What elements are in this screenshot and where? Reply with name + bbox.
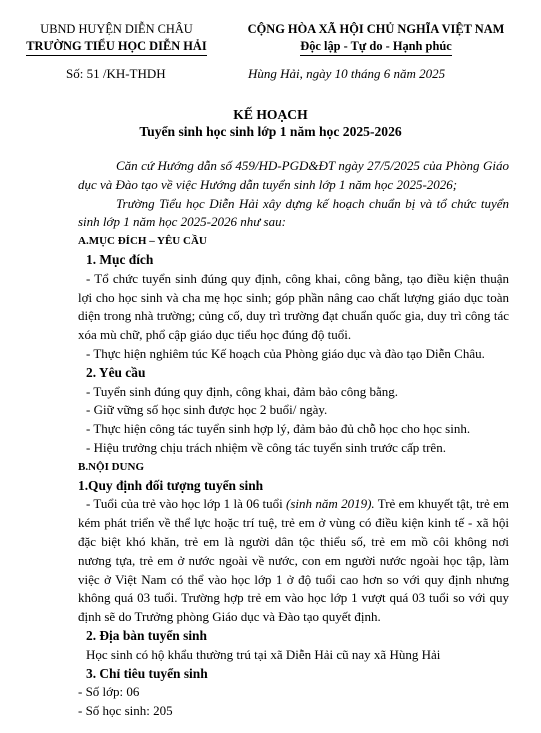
national-motto: Độc lập - Tự do - Hạnh phúc: [300, 39, 451, 56]
basis-paragraph: Căn cứ Hướng dẫn số 459/HD-PGD&ĐT ngày 27/5/2025 của Phòng Giáo dục và Đào tạo về việc Hướng dẫn tuyển sinh lớp 1 năm học 2025-2026;: [78, 158, 509, 192]
eligibility-paragraph: [78, 495, 509, 627]
area-text: Học sinh có hộ khẩu thường trú tại xã Diễn Hải cũ nay xã Hùng Hải: [86, 646, 441, 662]
document-title: KẾ HOẠCH: [233, 107, 308, 122]
eligibility-birth-year: (sinh năm 2019).: [286, 496, 375, 512]
national-heading: [228, 22, 524, 56]
purpose-heading: 1. Mục đích: [86, 251, 154, 267]
eligibility-details: Trẻ em khuyết tật, trẻ em kém phát triển về thể lực hoặc trí tuệ, trẻ em ở vùng có điều kiện kinh tế - xã hội đặc biệt khó khăn, trẻ em là người dân tộc thiểu số, trẻ em mồ côi không nơi nương tựa, trẻ em ở nước ngoài về nước, con em người nước ngoài học tập, làm việc ở Việt Nam có thể vào học lớp 1 ở độ tuổi cao hơn so với quy định nhưng không quá 03 tuổi. Trường hợp trẻ em vào học lớp 1 vượt quá 03 tuổi so với quy định sẽ do Trưởng phòng Giáo dục và Đào tạo quyết định.: [78, 496, 509, 625]
eligibility-heading: 1.Quy định đối tượng tuyển sinh: [78, 477, 264, 493]
place-date: Hùng Hải, ngày 10 tháng 6 năm 2025: [248, 66, 446, 81]
quota-item: - Số học sinh: 205: [78, 703, 173, 719]
quota-item: - Số lớp: 06: [78, 684, 140, 700]
section-a-heading: A.MỤC ĐÍCH – YÊU CẦU: [78, 235, 207, 248]
school-name: TRƯỜNG TIỂU HỌC DIỄN HẢI: [26, 39, 206, 56]
requirements-heading: 2. Yêu cầu: [86, 364, 146, 380]
section-b-heading: B.NỘI DUNG: [78, 460, 145, 473]
eligibility-age: - Tuổi của trẻ vào học lớp 1 là 06 tuổi: [86, 496, 287, 512]
document-body: [78, 157, 509, 721]
requirement-item: - Tuyển sinh đúng quy định, công khai, đảm bảo công bằng.: [86, 383, 398, 399]
area-heading: 2. Địa bàn tuyển sinh: [86, 627, 207, 643]
issuer-block: [14, 22, 219, 56]
requirement-item: - Hiệu trưởng chịu trách nhiệm về công tác tuyển sinh trước cấp trên.: [86, 439, 446, 455]
agency-name: UBND HUYỆN DIỄN CHÂU: [40, 22, 193, 36]
purpose-item: - Thực hiện nghiêm túc Kế hoạch của Phòng giáo dục và đào tạo Diễn Châu.: [86, 345, 485, 361]
nation-name: CỘNG HÒA XÃ HỘI CHỦ NGHĨA VIỆT NAM: [247, 22, 505, 36]
document-subtitle: Tuyển sinh học sinh lớp 1 năm học 2025-2026: [139, 124, 402, 139]
requirement-item: - Giữ vững số học sinh được học 2 buổi/ ngày.: [86, 402, 328, 418]
document-number: Số: 51 /KH-THDH: [66, 66, 166, 81]
intro-paragraph: Trường Tiểu học Diễn Hải xây dựng kế hoạch chuẩn bị và tổ chức tuyển sinh lớp 1 năm học 2025-2026 như sau:: [78, 195, 509, 230]
quota-heading: 3. Chỉ tiêu tuyển sinh: [86, 665, 208, 681]
requirement-item: - Thực hiện công tác tuyển sinh hợp lý, đảm bảo đủ chỗ học cho học sinh.: [86, 421, 471, 437]
purpose-item: - Tổ chức tuyển sinh đúng quy định, công khai, công bằng, tạo điều kiện thuận lợi cho học sinh và cha mẹ học sinh; góp phần nâng cao chất lượng giáo dục toàn diện trong nhà trường; củng cố, duy trì trường đạt chuẩn quốc gia, duy trì công tác xóa mù chữ, phổ cập giáo dục tiểu học đúng độ tuổi.: [78, 270, 509, 343]
